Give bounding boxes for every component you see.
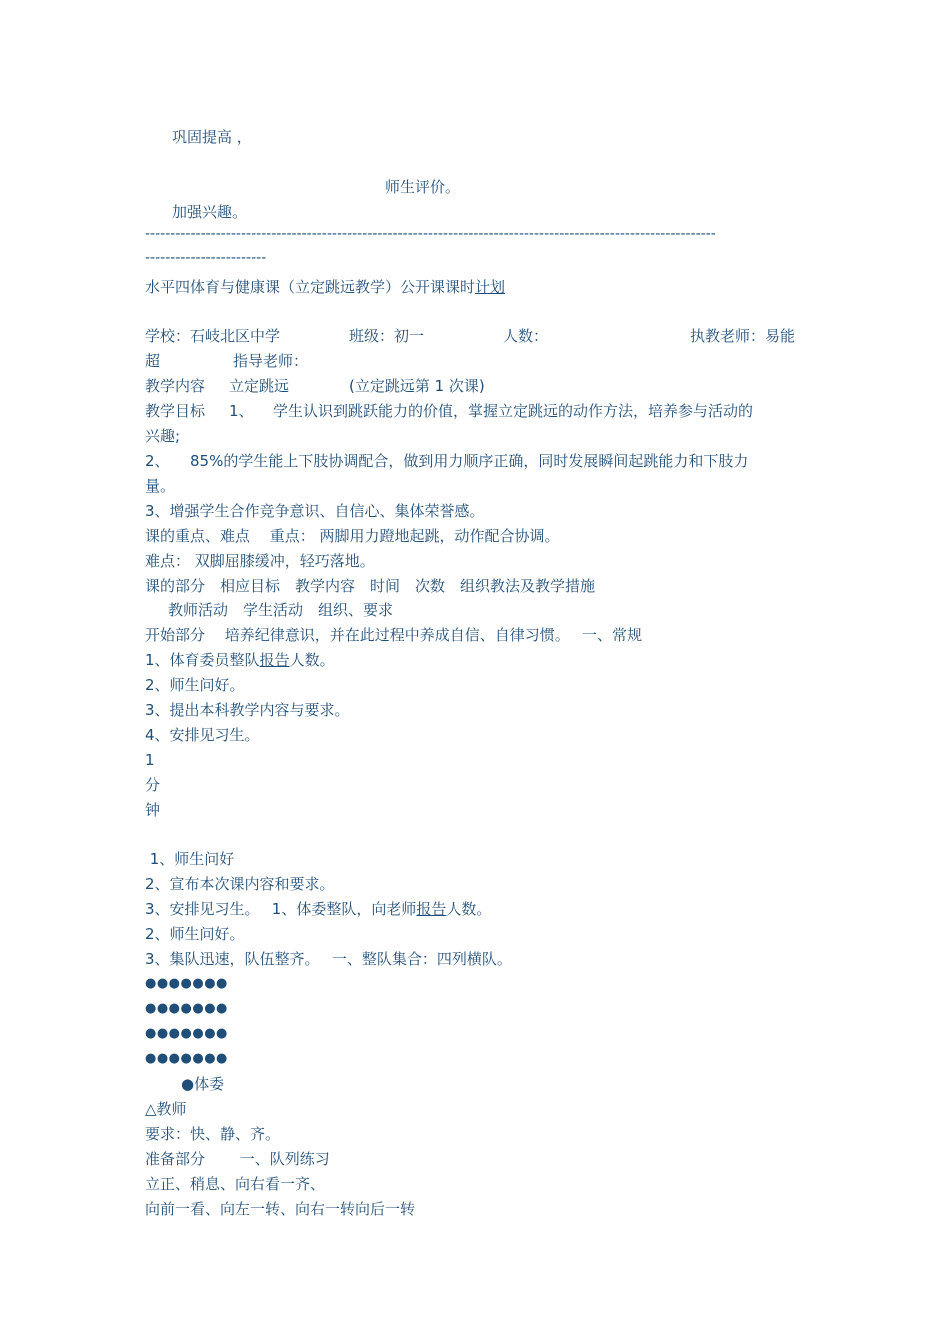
content-topic: 立定跳远 xyxy=(229,377,290,395)
start-section-line-4: 3、提出本科教学内容与要求。 xyxy=(145,701,350,719)
page-title xyxy=(145,277,505,297)
info-advisor: 指导老师： xyxy=(233,352,309,370)
objective-1: 学生认识到跳跃能力的价值，掌握立定跳远的动作方法，培养参与活动的 xyxy=(273,402,754,420)
objective-2-number: 2、 xyxy=(145,452,170,470)
info-teacher-cont: 超 xyxy=(145,352,161,370)
focus-key-point: 课的重点、难点 重点： 两脚用力蹬地起跳，动作配合协调。 xyxy=(145,527,560,545)
start-line-2-post: 人数。 xyxy=(289,651,335,669)
formation-row-4: ●●●●●●● xyxy=(145,1051,228,1066)
content-session: (立定跳远第 1 次课) xyxy=(349,377,485,395)
formation-teacher: △教师 xyxy=(145,1100,187,1118)
start-time-1: 1 xyxy=(145,751,155,769)
formation-row-2: ●●●●●●● xyxy=(145,1001,228,1016)
teacher-activity-5: 3、集队迅速，队伍整齐。 一、整队集合：四列横队。 xyxy=(145,950,512,968)
start-line-2-pre: 1、体育委员整队 xyxy=(145,651,260,669)
content-label: 教学内容 xyxy=(145,377,206,395)
info-teacher: 执教老师：易能 xyxy=(690,327,796,345)
title-prefix: 水平四体育与健康课（立定跳远教学）公开课课时 xyxy=(145,278,476,296)
prep-section-line-1: 准备部分 一、队列练习 xyxy=(145,1150,330,1168)
divider-line-1: ----------------------------------------------------------------------------------------------------------------- xyxy=(145,226,716,242)
table-header-1: 课的部分 相应目标 教学内容 时间 次数 组织教法及教学措施 xyxy=(145,577,596,595)
table-header-2: 教师活动 学生活动 组织、要求 xyxy=(168,601,394,619)
prep-section-line-3: 向前一看、向左一转、向右一转向后一转 xyxy=(145,1200,416,1218)
divider-line-2: ------------------------ xyxy=(145,250,267,266)
info-class: 班级：初一 xyxy=(349,327,425,345)
info-count: 人数： xyxy=(503,327,549,345)
teacher-activity-3 xyxy=(145,899,491,919)
focus-difficulty: 难点： 双脚屈膝缓冲，轻巧落地。 xyxy=(145,552,375,570)
start-time-2: 分 xyxy=(145,776,161,794)
prep-section-line-2: 立正、稍息、向右看一齐、 xyxy=(145,1175,326,1193)
formation-leader: ●体委 xyxy=(181,1075,225,1093)
teacher-activity-3-pre: 3、安排见习生。 1、体委整队，向老师 xyxy=(145,900,417,918)
objective-3: 3、增强学生合作竞争意识、自信心、集体荣誉感。 xyxy=(145,502,485,520)
info-school: 学校：石岐北区中学 xyxy=(145,327,281,345)
objectives-label: 教学目标 xyxy=(145,402,206,420)
formation-row-1: ●●●●●●● xyxy=(145,976,228,991)
start-section-line-1: 开始部分 培养纪律意识，并在此过程中养成自信、自律习惯。 一、常规 xyxy=(145,626,643,644)
start-time-3: 钟 xyxy=(145,801,161,819)
teacher-activity-2: 2、宣布本次课内容和要求。 xyxy=(145,875,335,893)
formation-requirement: 要求：快、静、齐。 xyxy=(145,1125,281,1143)
intro-line-2: 师生评价。 xyxy=(385,178,461,196)
title-underlined: 计划 xyxy=(475,278,506,296)
start-section-line-3: 2、师生问好。 xyxy=(145,676,245,694)
objective-1-number: 1、 xyxy=(229,402,254,420)
teacher-activity-4: 2、师生问好。 xyxy=(145,925,245,943)
objective-2: 85%的学生能上下肢协调配合，做到用力顺序正确，同时发展瞬间起跳能力和下肢力 xyxy=(190,452,749,470)
start-section-line-2 xyxy=(145,650,335,670)
intro-line-1: 巩固提高 ， xyxy=(172,128,252,146)
start-section-line-5: 4、安排见习生。 xyxy=(145,726,260,744)
teacher-activity-3-post: 人数。 xyxy=(446,900,492,918)
objective-1-cont: 兴趣; xyxy=(145,427,181,445)
report-link-1: 报告 xyxy=(259,651,290,669)
formation-row-3: ●●●●●●● xyxy=(145,1026,228,1041)
intro-line-3: 加强兴趣。 xyxy=(172,203,248,221)
report-link-2: 报告 xyxy=(416,900,447,918)
teacher-activity-1: 1、师生问好 xyxy=(145,850,235,868)
objective-2-cont: 量。 xyxy=(145,477,176,495)
